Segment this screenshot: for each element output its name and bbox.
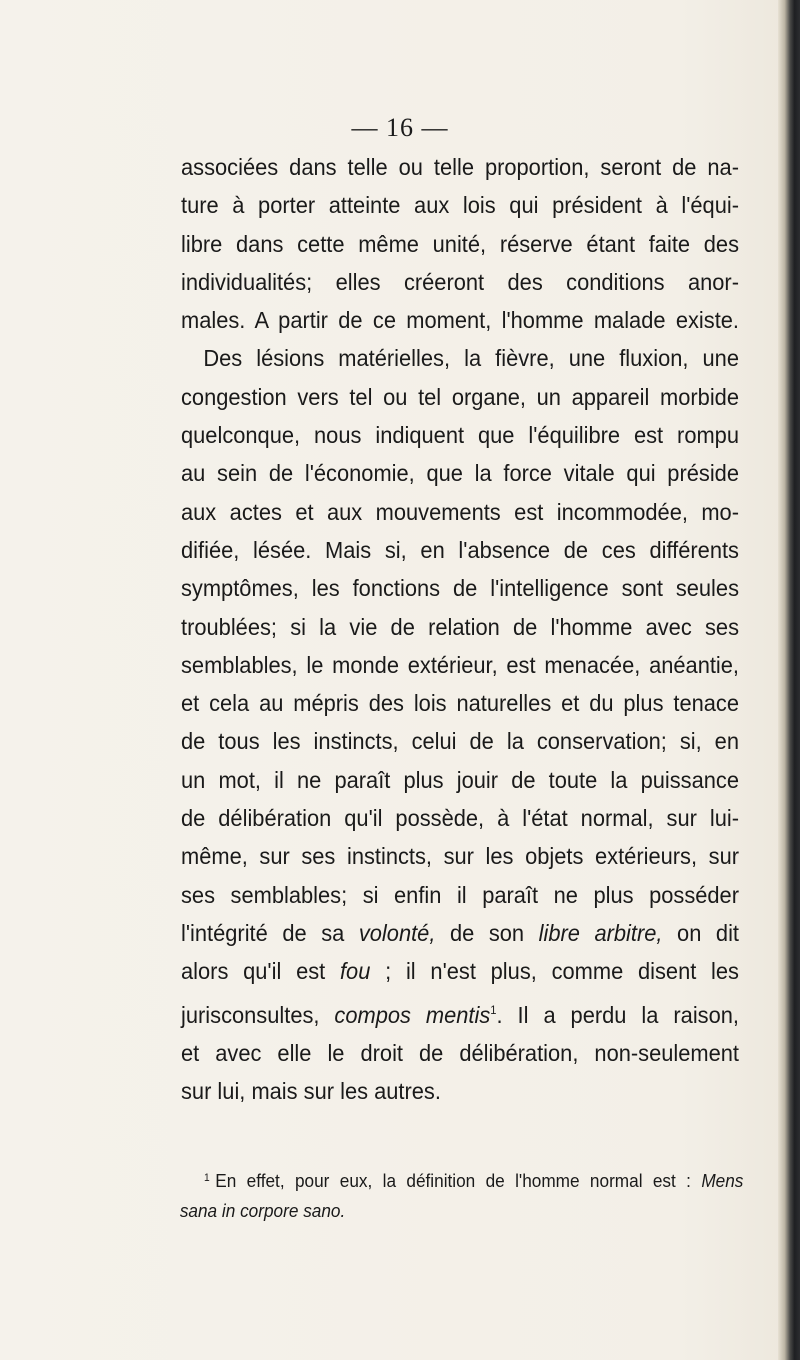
text-run: ; il n'est plus, comme disent les <box>370 958 739 985</box>
text-line: sur lui, mais sur les autres. <box>181 1078 441 1105</box>
text-line: difiée, lésée. Mais si, en l'absence de ces différents <box>181 536 739 563</box>
page-number: — 16 — <box>351 113 449 142</box>
text-line: troublées; si la vie de relation de l'homme avec ses <box>181 613 739 640</box>
text-line: de tous les instincts, celui de la conservation; si, en <box>181 728 739 755</box>
text-run: on dit <box>662 919 739 946</box>
text-line <box>181 991 739 1034</box>
body-paragraph <box>181 148 739 1110</box>
footnote-marker: 1 <box>204 1172 210 1184</box>
text-run: de son <box>435 919 539 946</box>
footnote-line: sana in corpore sano. <box>179 1200 346 1221</box>
text-line: de délibération qu'il possède, à l'état normal, sur lui- <box>181 805 739 832</box>
text-line <box>181 914 739 952</box>
italic-term-compos-mentis: compos mentis <box>334 1001 491 1028</box>
text-line: congestion vers tel ou tel organe, un appareil morbide <box>181 383 739 410</box>
text-line: un mot, il ne paraît plus jouir de toute la puissance <box>181 766 739 793</box>
footnote-line <box>204 1163 743 1196</box>
text-line: libre dans cette même unité, réserve étant faite des <box>181 230 739 257</box>
italic-term-libre-arbitre: libre arbitre, <box>538 919 663 946</box>
text-line: aux actes et aux mouvements est incommodée, mo- <box>181 498 739 525</box>
text-line: males. A partir de ce moment, l'homme malade existe. <box>181 307 739 334</box>
italic-term-volonte: volonté, <box>358 919 436 946</box>
text-line: semblables, le monde extérieur, est menacée, anéantie, <box>181 651 739 678</box>
text-run: . Il a perdu la raison, <box>496 1001 739 1028</box>
text-line: symptômes, les fonctions de l'intelligence sont seules <box>181 575 739 602</box>
text-line: et avec elle le droit de délibération, non-seulement <box>181 1039 739 1066</box>
text-line <box>181 952 739 990</box>
text-line: ture à porter atteinte aux lois qui président à l'équi- <box>181 192 739 219</box>
text-line: et cela au mépris des lois naturelles et du plus tenace <box>181 690 739 717</box>
text-run: alors qu'il est <box>181 958 340 985</box>
footnote-text: En effet, pour eux, la définition de l'homme normal est : <box>215 1170 702 1191</box>
text-line: associées dans telle ou telle proportion, seront de na- <box>181 154 739 180</box>
text-line: même, sur ses instincts, sur les objets extérieurs, sur <box>181 843 739 870</box>
text-line: individualités; elles créeront des conditions anor- <box>181 268 739 295</box>
footnote <box>179 1163 744 1226</box>
text-line: ses semblables; si enfin il paraît ne plus posséder <box>181 881 739 908</box>
text-line: au sein de l'économie, que la force vitale qui préside <box>181 460 739 487</box>
text-run: l'intégrité de sa <box>181 919 359 946</box>
text-line: Des lésions matérielles, la fièvre, une fluxion, une <box>203 345 739 372</box>
italic-term-fou: fou <box>339 958 371 985</box>
text-line: quelconque, nous indiquent que l'équilibre est rompu <box>181 422 739 449</box>
footnote-italic: Mens <box>701 1170 744 1191</box>
page-edge <box>778 0 800 1360</box>
footnote-reference[interactable]: 1 <box>490 1002 497 1017</box>
text-run: jurisconsultes, <box>181 1001 335 1028</box>
